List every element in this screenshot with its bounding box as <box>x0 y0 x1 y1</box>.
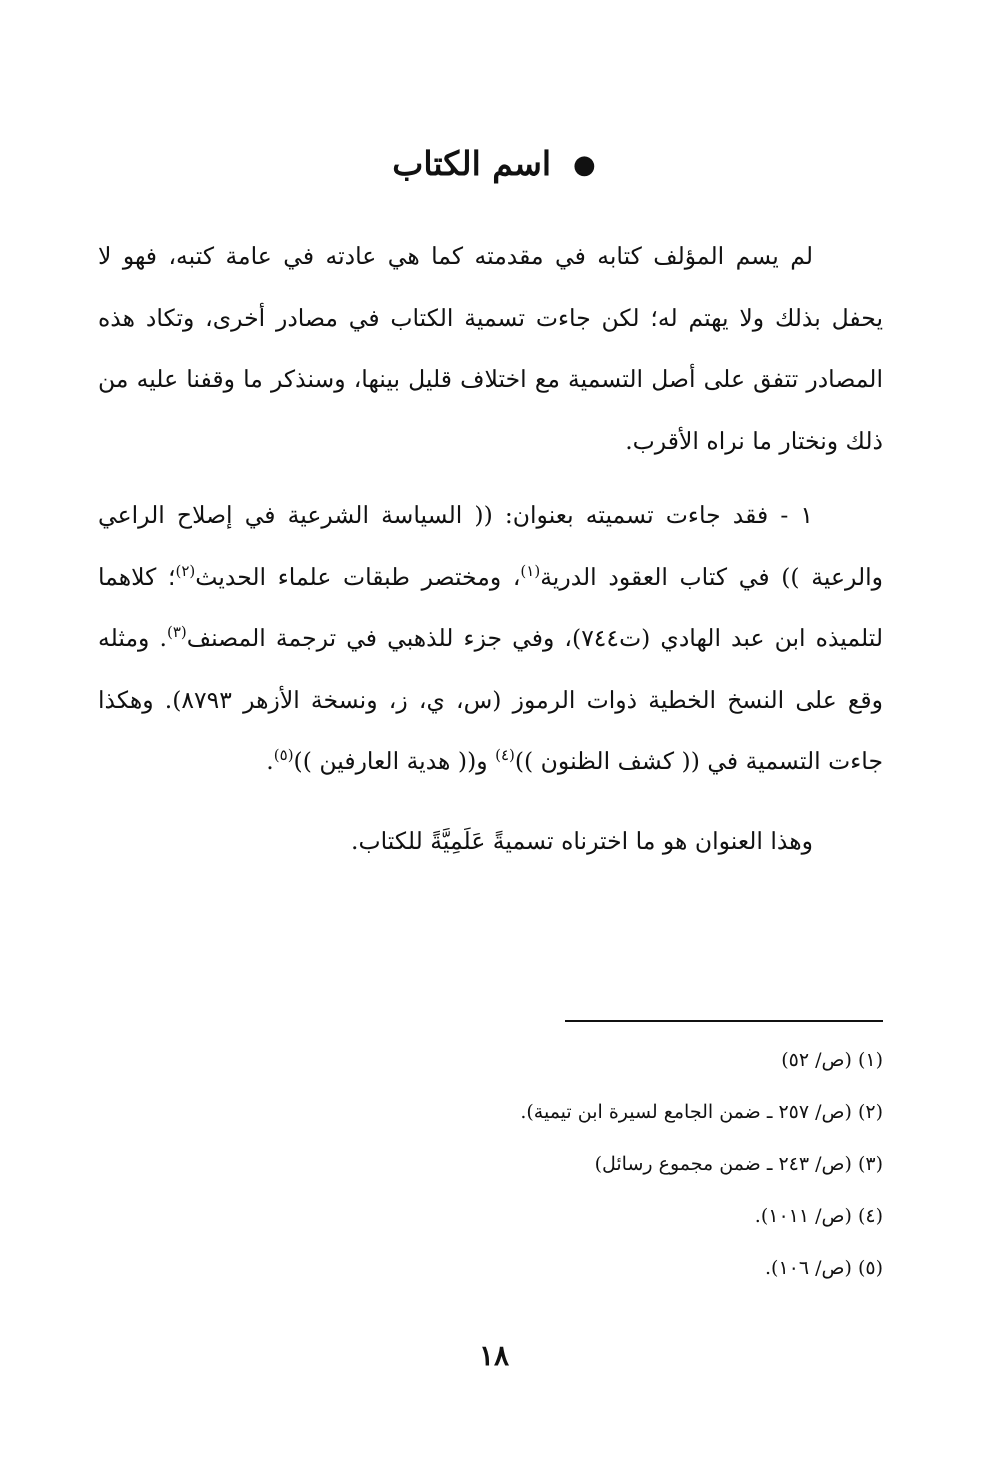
paragraph-sources-text-4: . ومثله وقع على النسخ الخطية ذوات الرموز (س، ي، ز، ونسخة الأزهر ٨٧٩٣). وهكذا جاءت التسمية في (( كشف الظنون )) <box>98 624 883 775</box>
body-text <box>98 226 883 872</box>
footnote-ref-5: (٥) <box>273 746 294 765</box>
section-heading <box>0 142 988 187</box>
paragraph-sources-text-3: ؛ كلاهما لتلميذه ابن عبد الهادي (ت٧٤٤)، وفي جزء للذهبي في ترجمة المصنف <box>98 562 883 652</box>
page-number: ١٨ <box>478 1339 510 1372</box>
footnote-ref-4: (٤) <box>495 746 515 765</box>
paragraph-sources <box>98 485 883 793</box>
paragraph-conclusion: وهذا العنوان هو ما اخترناه تسميةً عَلَمِيَّةً للكتاب. <box>351 826 813 855</box>
paragraph-sources-text-2: ، ومختصر طبقات علماء الحديث <box>195 562 521 591</box>
paragraph-intro: لم يسم المؤلف كتابه في مقدمته كما هي عادته في عامة كتبه، فهو لا يحفل بذلك ولا يهتم له؛ لكن جاءت تسمية الكتاب في مصادر أخرى، وتكاد هذه المصادر تتفق على أصل التسمية مع اختلاف قليل بينها، وسنذكر ما وقفنا عليه من ذلك ونختار ما نراه الأقرب. <box>98 242 883 455</box>
footnote-2: (٢) (ص/ ٢٥٧ ـ ضمن الجامع لسيرة ابن تيمية). <box>520 1101 883 1123</box>
footnotes <box>98 1034 883 1294</box>
footnote-divider <box>565 1020 883 1022</box>
footnote-4: (٤) (ص/ ١٠١١). <box>754 1205 883 1227</box>
paragraph-sources-text-6: . <box>266 747 274 775</box>
footnote-3: (٣) (ص/ ٢٤٣ ـ ضمن مجموع رسائل) <box>594 1153 883 1175</box>
section-title: اسم الكتاب <box>392 144 552 183</box>
bullet-icon: ● <box>573 150 596 180</box>
paragraph-sources-text-1: ١ - فقد جاءت تسميته بعنوان: (( السياسة الشرعية في إصلاح الراعي والرعية )) في كتاب العقود الدرية <box>98 501 883 591</box>
footnote-ref-2: (٢) <box>175 561 196 580</box>
footnote-5: (٥) (ص/ ١٠٦). <box>765 1257 883 1279</box>
footnote-ref-3: (٣) <box>166 623 187 642</box>
footnote-1: (١) (ص/ ٥٢) <box>781 1049 883 1071</box>
footnote-ref-1: (١) <box>520 561 541 580</box>
paragraph-sources-text-5: و(( هدية العارفين )) <box>293 747 496 775</box>
